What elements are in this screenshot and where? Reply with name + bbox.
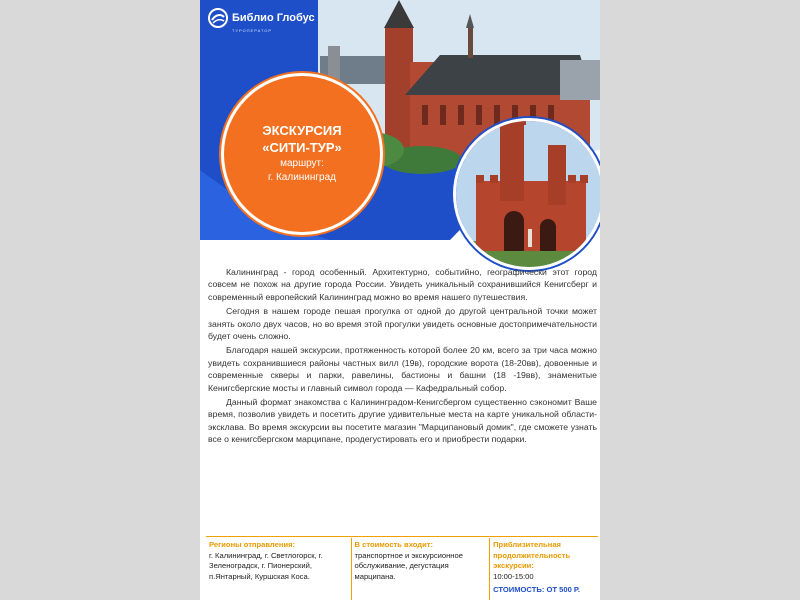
included-text: транспортное и экскурсионное обслуживание, дегустация марципана. bbox=[354, 550, 463, 581]
gate-image bbox=[456, 121, 600, 267]
globe-logo-icon bbox=[208, 8, 228, 28]
description-text bbox=[208, 266, 597, 448]
badge-title-line2: «СИТИ-ТУР» bbox=[262, 140, 342, 155]
paragraph-3: Благодаря нашей экскурсии, протяженность которой более 20 км, всего за три часа можно увидеть сохранившиеся районы частных вилл (19в), городские ворота (18-20вв), довоенные и современные скверы и парки, равелины, бастионы и башни (18 -19вв), знаменитые Кенигсбергские мосты и главный символ города — Кафедральный собор. bbox=[208, 345, 597, 393]
paragraph-1: Калининград - город особенный. Архитектурно, событийно, географически этот город совсем не похож на другие города России. Увидеть уникальный сохранившийся Кенигсберг и современный европейский Калининград можно во время нашего путешествия. bbox=[208, 267, 597, 302]
price-label: СТОИМОСТЬ: ОТ 500 Р. bbox=[493, 585, 580, 594]
paragraph-2: Сегодня в нашем городе пешая прогулка от одной до другой центральной точки может занять около двух часов, но во время этой прогулки увидеть основные достопримечательности будет очень сложно. bbox=[208, 306, 597, 342]
badge-route-label: маршрут: bbox=[280, 157, 324, 169]
included-column bbox=[351, 538, 490, 600]
duration-value: 10:00-15:00 bbox=[493, 571, 534, 581]
duration-title: Приблизительная продолжительность экскурсии: bbox=[493, 540, 571, 570]
brand-tagline: ТУРОПЕРАТОР bbox=[232, 28, 273, 33]
paragraph-4: Данный формат знакомства с Калининградом-Кенигсбергом существенно сэкономит Ваше время, позволив увидеть и посетить другие удивительные места на карте уникальной области-эксклава. Во время экскурсии вы посетите магазин "Марципановый домик", где сможете узнать все о кенигсбергском марципане, продегустировать его и приобрести подарки. bbox=[208, 397, 597, 445]
included-title: В стоимость входит: bbox=[354, 540, 434, 549]
footer-divider bbox=[206, 536, 598, 537]
tour-info-footer bbox=[206, 538, 598, 600]
badge-title-line1: ЭКСКУРСИЯ bbox=[262, 123, 342, 139]
regions-text: г. Калининград, г. Светлогорск, г. Зеленоградск, г. Пионерский, п.Янтарный, Куршская Коса. bbox=[209, 550, 323, 581]
regions-title: Регионы отправления: bbox=[209, 540, 296, 549]
brochure-page bbox=[200, 0, 600, 600]
tour-badge bbox=[224, 76, 380, 232]
badge-route-city: г. Калининград bbox=[267, 171, 337, 183]
duration-column bbox=[489, 538, 598, 600]
brand-logo[interactable] bbox=[208, 8, 315, 28]
brand-name: Библио Глобус bbox=[232, 11, 315, 24]
gate-photo bbox=[453, 118, 600, 270]
regions-column bbox=[206, 538, 351, 600]
